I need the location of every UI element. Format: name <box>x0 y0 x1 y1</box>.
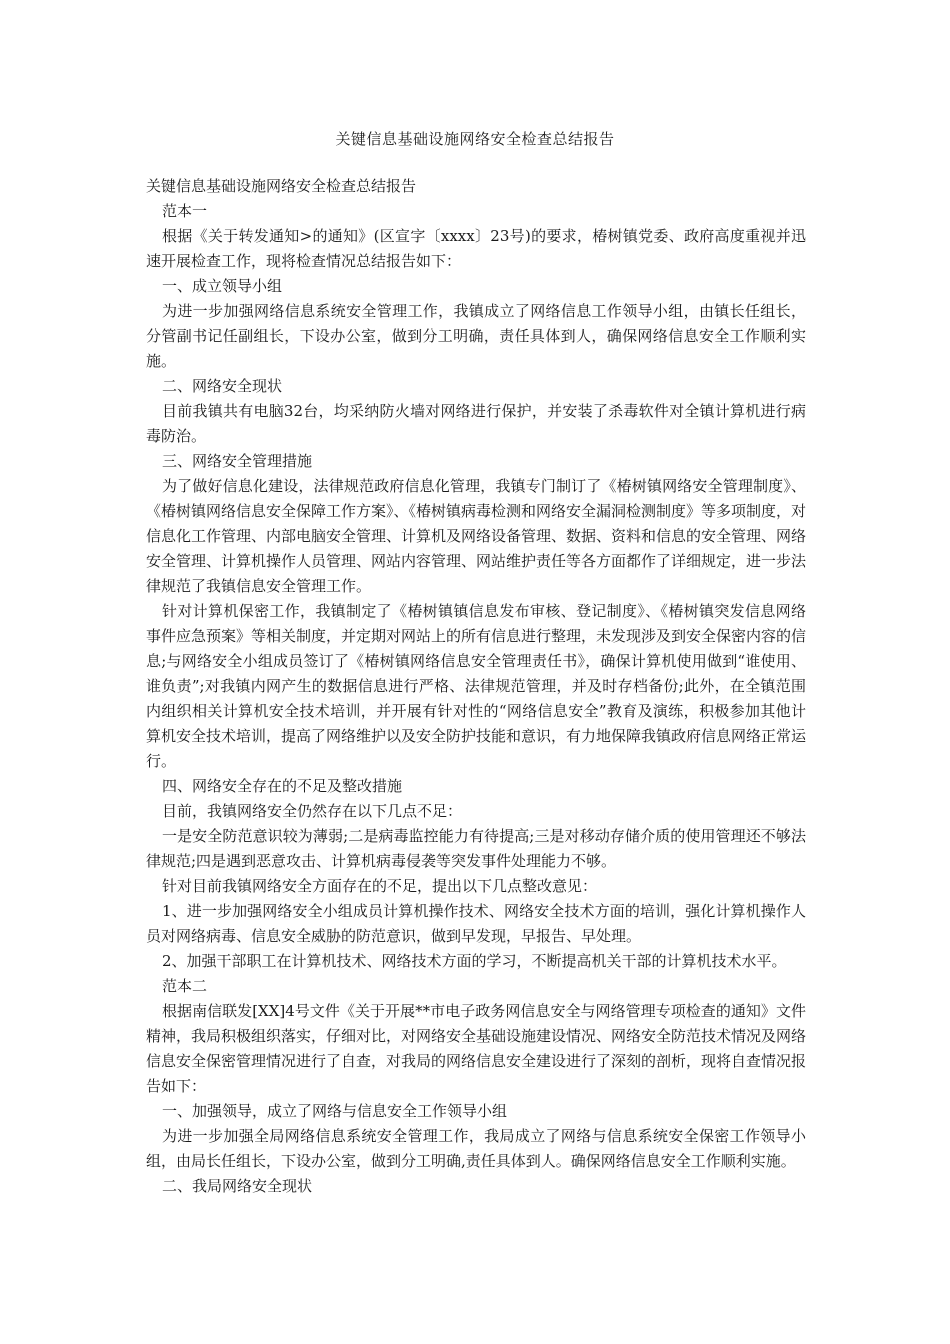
paragraph: 为了做好信息化建设，法律规范政府信息化管理，我镇专门制订了《椿树镇网络安全管理制度》、《椿树镇网络信息安全保障工作方案》、《椿树镇病毒检测和网络安全漏洞检测制度》等多项制度，对信息化工作管理、内部电脑安全管理、计算机及网络设备管理、数据、资料和信息的安全管理、网络安全管理、计算机操作人员管理、网站内容管理、网站维护责任等各方面都作了详细规定，进一步法律规范了我镇信息安全管理工作。 <box>146 477 807 595</box>
paragraph: 根据《关于转发通知>的通知》(区宣字〔xxxx〕23号)的要求，椿树镇党委、政府高度重视并迅速开展检查工作，现将检查情况总结报告如下： <box>146 227 806 270</box>
paragraph: 目前，我镇网络安全仍然存在以下几点不足： <box>162 802 463 820</box>
paragraph: 根据南信联发[XX]4号文件《关于开展**市电子政务网信息安全与网络管理专项检查的通知》文件精神，我局积极组织落实，仔细对比，对网络安全基础设施建设情况、网络安全防范技术情况及网络信息安全保密管理情况进行了自查，对我局的网络信息安全建设进行了深刻的剖析，现将自查情况报告如下： <box>146 1002 807 1095</box>
paragraph: 四、网络安全存在的不足及整改措施 <box>162 777 403 795</box>
document-title: 关键信息基础设施网络安全检查总结报告 <box>335 130 615 148</box>
paragraph: 二、我局网络安全现状 <box>162 1177 313 1195</box>
document-body <box>146 174 806 1199</box>
paragraph: 关键信息基础设施网络安全检查总结报告 <box>146 177 417 195</box>
paragraph: 三、网络安全管理措施 <box>162 452 313 470</box>
paragraph: 一是安全防范意识较为薄弱;二是病毒监控能力有待提高;三是对移动存储介质的使用管理还不够法律规范;四是遇到恶意攻击、计算机病毒侵袭等突发事件处理能力不够。 <box>146 827 806 870</box>
paragraph: 为进一步加强网络信息系统安全管理工作，我镇成立了网络信息工作领导小组，由镇长任组长，分管副书记任副组长，下设办公室，做到分工明确，责任具体到人，确保网络信息安全工作顺利实施。 <box>146 302 806 370</box>
paragraph: 一、成立领导小组 <box>162 277 283 295</box>
paragraph: 二、网络安全现状 <box>162 377 283 395</box>
paragraph: 范本一 <box>162 202 208 220</box>
paragraph: 目前我镇共有电脑32台，均采纳防火墙对网络进行保护，并安装了杀毒软件对全镇计算机进行病毒防治。 <box>146 402 806 445</box>
paragraph: 范本二 <box>162 977 208 995</box>
paragraph: 2、加强干部职工在计算机技术、网络技术方面的学习，不断提高机关干部的计算机技术水平。 <box>162 952 787 970</box>
paragraph: 针对计算机保密工作，我镇制定了《椿树镇镇信息发布审核、登记制度》、《椿树镇突发信息网络事件应急预案》等相关制度，并定期对网站上的所有信息进行整理，未发现涉及到安全保密内容的信息;与网络安全小组成员签订了《椿树镇网络信息安全管理责任书》，确保计算机使用做到“谁使用、谁负责”;对我镇内网产生的数据信息进行严格、法律规范管理，并及时存档备份;此外，在全镇范围内组织相关计算机安全技术培训，并开展有针对性的“网络信息安全”教育及演练，积极参加其他计算机安全技术培训，提高了网络维护以及安全防护技能和意识，有力地保障我镇政府信息网络正常运行。 <box>146 602 807 770</box>
paragraph: 一、加强领导，成立了网络与信息安全工作领导小组 <box>162 1102 508 1120</box>
paragraph: 为进一步加强全局网络信息系统安全管理工作，我局成立了网络与信息系统安全保密工作领导小组，由局长任组长，下设办公室，做到分工明确,责任具体到人。确保网络信息安全工作顺利实施。 <box>146 1127 806 1170</box>
paragraph: 1、进一步加强网络安全小组成员计算机操作技术、网络安全技术方面的培训，强化计算机操作人员对网络病毒、信息安全威胁的防范意识，做到早发现，早报告、早处理。 <box>146 902 806 945</box>
paragraph: 针对目前我镇网络安全方面存在的不足，提出以下几点整改意见： <box>162 877 598 895</box>
